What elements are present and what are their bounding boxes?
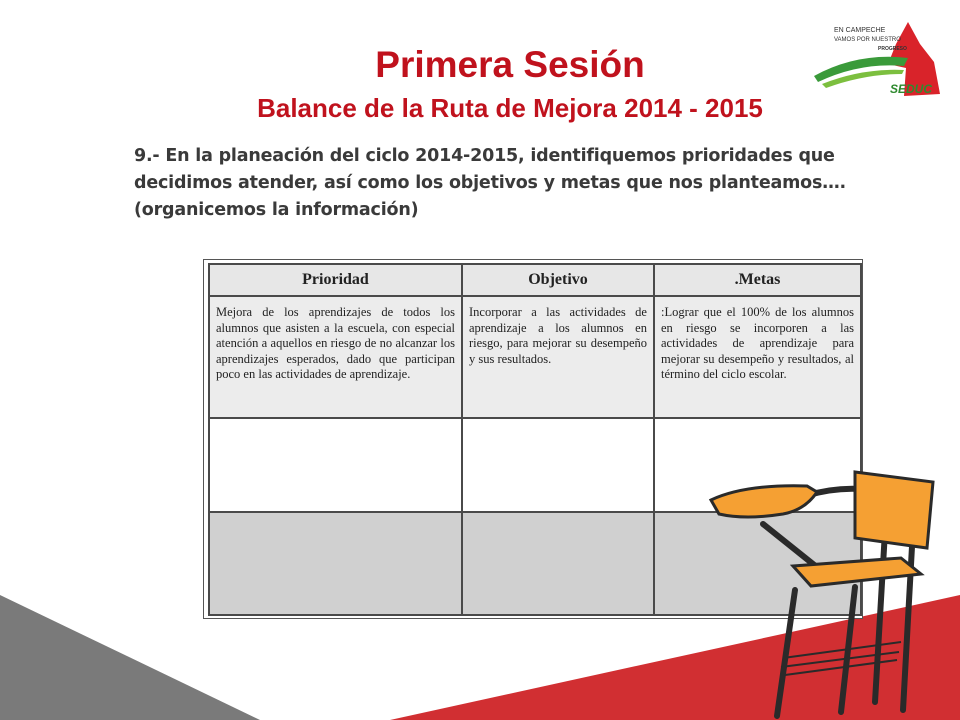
cell-metas-text: :Lograr que el 100% de los alumnos en riesgo se incorporen a las actividades de aprendizaje para mejorar su desempeño y resultados, al término del ciclo escolar. [661,305,854,381]
logo-line1: EN CAMPECHE [834,27,886,34]
campeche-seduc-logo [808,16,948,106]
header-prioridad: Prioridad [209,264,462,296]
table-cell [209,512,462,615]
table-cell [654,296,861,418]
header-objetivo: Objetivo [462,264,654,296]
slide-subtitle: Balance de la Ruta de Mejora 2014 - 2015 [257,93,763,123]
table-cell [462,296,654,418]
cell-prioridad-text: Mejora de los aprendizajes de todos los alumnos que asisten a la escuela, con especial atención a aquellos en riesgo de no alcanzar los aprendizajes esperados, dado que participan poco en las actividades de aprendizaje. [216,305,455,381]
table-cell [209,296,462,418]
instruction-text: 9.- En la planeación del ciclo 2014-2015, identifiquemos prioridades que decidimos atender, así como los objetivos y metas que nos planteamos…. (organicemos la información) [134,146,846,220]
school-desk-chair-illustration [705,462,945,720]
logo-line2: VAMOS POR NUESTRO [834,37,901,43]
table-cell [462,512,654,615]
cell-objetivo-text: Incorporar a las actividades de aprendizaje a los alumnos en riesgo, para mejorar su desempeño y sus resultados. [469,305,647,366]
header-metas: .Metas [654,264,861,296]
logo-line3: PROGRESO [878,46,907,52]
table-header-row [209,264,861,296]
slide-title: Primera Sesión [375,44,645,85]
table-cell [209,418,462,512]
table-row [209,296,861,418]
logo-org: SEDUC [890,82,933,96]
table-cell [462,418,654,512]
